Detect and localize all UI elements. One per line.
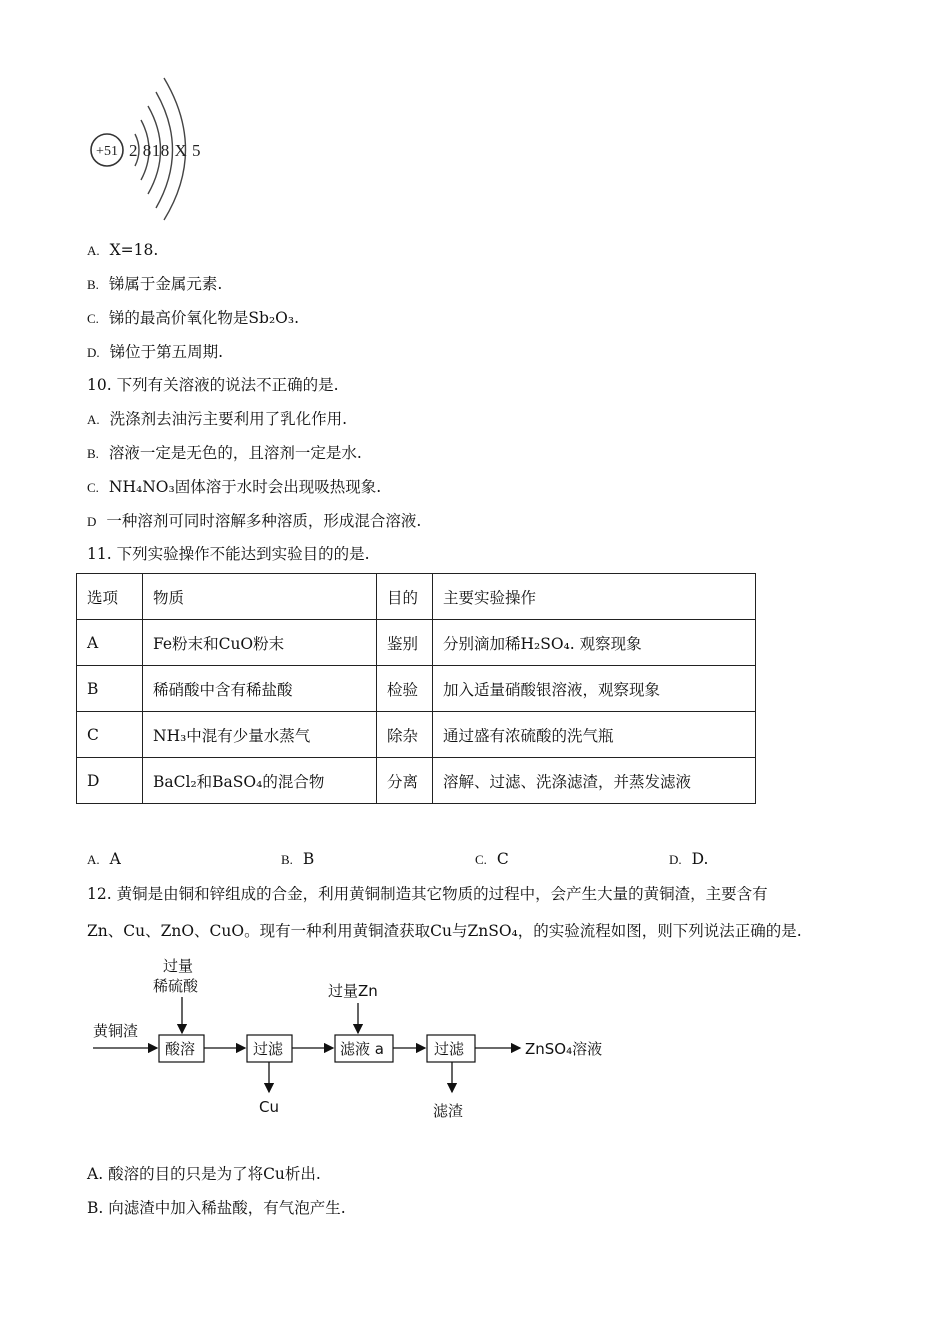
reagent2: 过量Zn <box>328 982 378 1000</box>
q11-answer-a: A. A <box>87 850 121 868</box>
nucleus-charge: +51 <box>96 144 118 159</box>
q10-option-c: C. NH₄NO₃固体溶于水时会出现吸热现象. <box>87 478 382 496</box>
table-cell: 鉴别 <box>377 620 433 666</box>
q10-stem: 10. 下列有关溶液的说法不正确的是. <box>87 376 339 394</box>
table-cell: C <box>77 712 143 758</box>
table-cell: 加入适量硝酸银溶液，观察现象 <box>433 666 756 712</box>
q12-stem-line1: 12. 黄铜是由铜和锌组成的合金，利用黄铜制造其它物质的过程中，会产生大量的黄铜渣，主要含有 <box>87 885 768 903</box>
q10-option-a: A. 洗涤剂去油污主要利用了乳化作用. <box>87 410 348 428</box>
table-row <box>77 620 756 666</box>
q9-option-b: B. 锑属于金属元素. <box>87 275 223 293</box>
product-residue: 滤渣 <box>433 1102 464 1120</box>
q12-option-a: A. 酸溶的目的只是为了将Cu析出. <box>87 1165 321 1183</box>
table-row <box>77 666 756 712</box>
table-cell: 除杂 <box>377 712 433 758</box>
table-row <box>77 712 756 758</box>
q10-option-d: D 一种溶剂可同时溶解多种溶质，形成混合溶液. <box>87 512 422 530</box>
table-cell: NH₃中混有少量水蒸气 <box>143 712 377 758</box>
table-header-cell: 目的 <box>377 574 433 620</box>
table-cell: A <box>77 620 143 666</box>
table-cell: 分别滴加稀H₂SO₄. 观察现象 <box>433 620 756 666</box>
table-cell: 检验 <box>377 666 433 712</box>
reagent1-line2: 稀硫酸 <box>153 977 199 995</box>
product-cu: Cu <box>259 1098 279 1116</box>
start-material: 黄铜渣 <box>93 1022 139 1040</box>
table-cell: 稀硝酸中含有稀盐酸 <box>143 666 377 712</box>
atom-structure-diagram <box>85 72 225 227</box>
table-row <box>77 758 756 804</box>
q12-stem-line2: Zn、Cu、ZnO、CuO。现有一种利用黄铜渣获取Cu与ZnSO₄，的实验流程如图，则下列说法正确的是. <box>87 922 802 940</box>
q9-option-a: A. X=18. <box>87 241 159 259</box>
q10-option-b: B. 溶液一定是无色的，且溶剂一定是水. <box>87 444 362 462</box>
table-cell: 分离 <box>377 758 433 804</box>
q11-answer-c: C. C <box>475 850 509 868</box>
box3-label: 滤液 a <box>340 1040 384 1058</box>
end-product: ZnSO₄溶液 <box>525 1040 603 1058</box>
q12-option-b: B. 向滤渣中加入稀盐酸，有气泡产生. <box>87 1199 346 1217</box>
table-cell: BaCl₂和BaSO₄的混合物 <box>143 758 377 804</box>
table-header-cell: 物质 <box>143 574 377 620</box>
experiment-table <box>76 573 756 804</box>
q11-stem: 11. 下列实验操作不能达到实验目的的是. <box>87 545 370 563</box>
table-header-row <box>77 574 756 620</box>
box1-label: 酸溶 <box>165 1040 196 1058</box>
reagent1-line1: 过量 <box>163 957 194 975</box>
table-header-cell: 主要实验操作 <box>433 574 756 620</box>
box4-label: 过滤 <box>434 1040 465 1058</box>
q9-option-d: D. 锑位于第五周期. <box>87 343 224 361</box>
table-cell: 溶解、过滤、洗涤滤渣，并蒸发滤液 <box>433 758 756 804</box>
shell-electrons: 2 818 X 5 <box>129 141 202 160</box>
table-cell: Fe粉末和CuO粉末 <box>143 620 377 666</box>
box2-label: 过滤 <box>253 1040 284 1058</box>
table-cell: 通过盛有浓硫酸的洗气瓶 <box>433 712 756 758</box>
table-cell: D <box>77 758 143 804</box>
q11-answer-b: B. B <box>281 850 315 868</box>
table-header-cell: 选项 <box>77 574 143 620</box>
flow-diagram <box>85 955 625 1130</box>
table-cell: B <box>77 666 143 712</box>
q9-option-c: C. 锑的最高价氧化物是Sb₂O₃. <box>87 309 300 327</box>
q11-answer-d: D. D. <box>669 850 709 868</box>
